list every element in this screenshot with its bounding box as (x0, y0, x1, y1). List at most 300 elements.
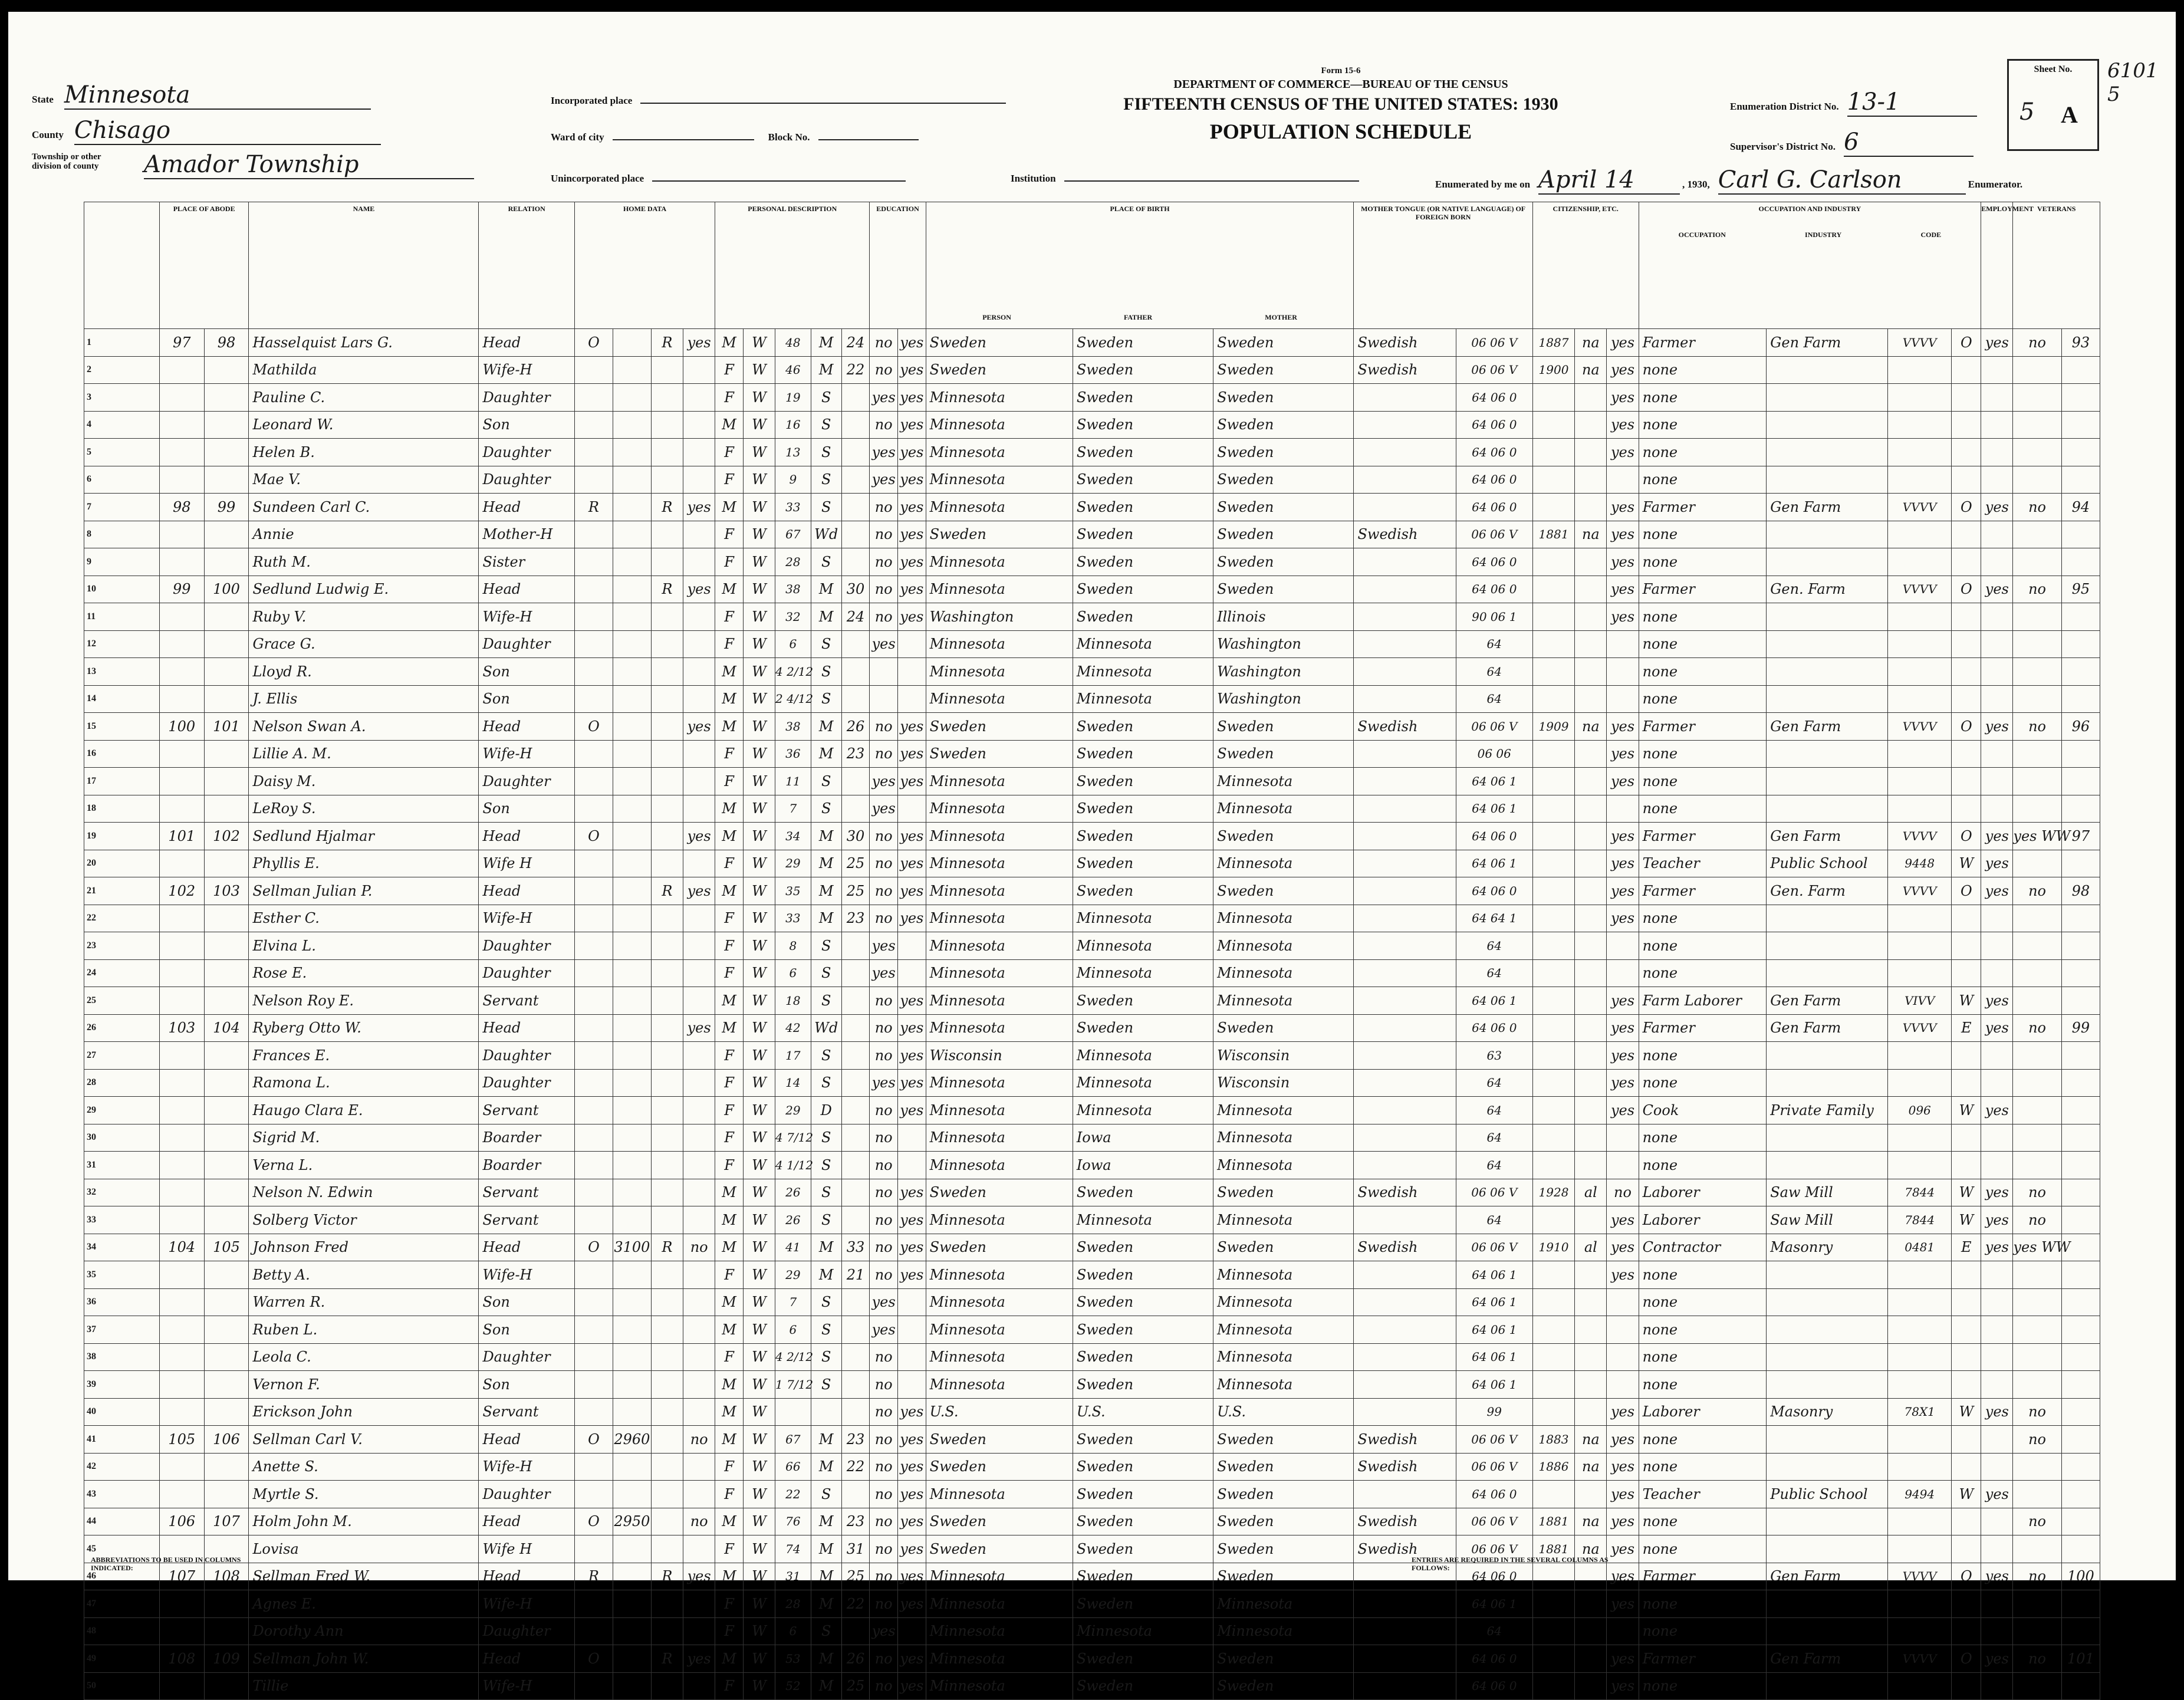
farm-schedule-number (2061, 685, 2100, 713)
mother-tongue (1354, 850, 1456, 877)
marital-status: S (811, 1343, 841, 1371)
dwelling-number (159, 850, 204, 877)
race: W (743, 1481, 775, 1508)
home-value (613, 932, 651, 960)
home-value (613, 1014, 651, 1042)
home-owned (574, 877, 613, 905)
at-work: yes (1981, 1398, 2013, 1426)
on-farm (683, 905, 715, 932)
birthplace-mother: Washington (1213, 685, 1354, 713)
birthplace-code: 64 06 1 (1456, 1343, 1532, 1371)
race: W (743, 1672, 775, 1700)
birthplace-person: Wisconsin (926, 1042, 1073, 1070)
birthplace-person: Sweden (926, 1453, 1073, 1481)
home-value (613, 411, 651, 439)
birthplace-person: Minnesota (926, 1014, 1073, 1042)
home-value (613, 1371, 651, 1399)
person-name: Erickson John (249, 1398, 479, 1426)
person-name: LeRoy S. (249, 795, 479, 823)
table-row (84, 1042, 2100, 1070)
on-farm (683, 1343, 715, 1371)
age: 31 (775, 1563, 811, 1590)
family-number (204, 1371, 249, 1399)
relation: Head (479, 823, 574, 850)
attended-school: no (870, 1179, 898, 1206)
occupation-code (1888, 1453, 1952, 1481)
person-name: Tillie (249, 1672, 479, 1700)
sex: M (715, 1234, 744, 1261)
dwelling-number: 108 (159, 1645, 204, 1673)
on-farm (683, 1535, 715, 1563)
race: W (743, 603, 775, 631)
line-number: 1 (84, 329, 160, 357)
birthplace-mother: Minnesota (1213, 1124, 1354, 1152)
person-name: Ruben L. (249, 1316, 479, 1344)
occupation-code (1888, 384, 1952, 412)
home-owned (574, 1261, 613, 1289)
institution-label: Institution (1011, 173, 1056, 184)
mother-tongue: Swedish (1354, 1453, 1456, 1481)
farm-schedule-number (2061, 548, 2100, 576)
occupation-code (1888, 685, 1952, 713)
table-row (84, 1481, 2100, 1508)
birthplace-code: 64 64 1 (1456, 905, 1532, 932)
at-work: yes (1981, 329, 2013, 357)
dwelling-number (159, 959, 204, 987)
naturalization (1575, 932, 1607, 960)
veteran (2013, 603, 2061, 631)
marital-status: M (811, 713, 841, 741)
age: 48 (775, 329, 811, 357)
home-owned (574, 795, 613, 823)
naturalization (1575, 1617, 1607, 1645)
home-owned: R (574, 494, 613, 521)
dwelling-number (159, 1097, 204, 1124)
dwelling-number: 102 (159, 877, 204, 905)
radio-set (651, 1398, 683, 1426)
marital-status: D (811, 1097, 841, 1124)
relation: Son (479, 1288, 574, 1316)
sex: F (715, 1590, 744, 1618)
speaks-english (1607, 795, 1639, 823)
attended-school: no (870, 877, 898, 905)
naturalization (1575, 1371, 1607, 1399)
veteran (2013, 1371, 2061, 1399)
line-number: 47 (84, 1590, 160, 1618)
sex: F (715, 1535, 744, 1563)
race: W (743, 658, 775, 686)
birthplace-person: Minnesota (926, 1288, 1073, 1316)
birthplace-father: U.S. (1073, 1398, 1213, 1426)
at-work: yes (1981, 850, 2013, 877)
age-at-marriage: 25 (841, 877, 870, 905)
occupation: none (1639, 466, 1767, 494)
farm-schedule-number: 100 (2061, 1563, 2100, 1590)
at-work (1981, 905, 2013, 932)
relation: Head (479, 1508, 574, 1535)
at-work (1981, 384, 2013, 412)
person-name: Helen B. (249, 439, 479, 466)
home-value (613, 576, 651, 603)
enum-district-value: 13-1 (1847, 88, 1977, 117)
at-work (1981, 548, 2013, 576)
birthplace-code: 64 06 0 (1456, 877, 1532, 905)
veteran (2013, 1097, 2061, 1124)
census-sheet (8, 12, 2176, 1695)
occupation: none (1639, 384, 1767, 412)
table-row (84, 1672, 2100, 1700)
class-of-worker: W (1952, 1179, 1981, 1206)
relation: Servant (479, 1097, 574, 1124)
person-name: Holm John M. (249, 1508, 479, 1535)
home-value (613, 1481, 651, 1508)
veteran (2013, 932, 2061, 960)
race: W (743, 548, 775, 576)
home-value (613, 521, 651, 548)
radio-set (651, 1014, 683, 1042)
age-at-marriage (841, 1343, 870, 1371)
class-of-worker (1952, 795, 1981, 823)
person-name: Sundeen Carl C. (249, 494, 479, 521)
home-owned (574, 1590, 613, 1618)
sex: F (715, 1343, 744, 1371)
table-row (84, 603, 2100, 631)
home-value (613, 795, 651, 823)
occupation: Farmer (1639, 576, 1767, 603)
mother-tongue (1354, 1398, 1456, 1426)
birthplace-mother: Minnesota (1213, 1371, 1354, 1399)
immigration-year (1532, 1152, 1574, 1179)
birthplace-code: 06 06 V (1456, 1453, 1532, 1481)
person-name: Sedlund Hjalmar (249, 823, 479, 850)
birthplace-person: Minnesota (926, 987, 1073, 1015)
immigration-year (1532, 959, 1574, 987)
can-read-write: yes (898, 1179, 926, 1206)
line-number: 44 (84, 1508, 160, 1535)
home-value (613, 713, 651, 741)
naturalization (1575, 1069, 1607, 1097)
sex: M (715, 1179, 744, 1206)
birthplace-person: Minnesota (926, 768, 1073, 795)
age: 26 (775, 1179, 811, 1206)
on-farm: yes (683, 713, 715, 741)
dwelling-number: 107 (159, 1563, 204, 1590)
header-personal-description: PERSONAL DESCRIPTION (715, 202, 870, 329)
family-number (204, 1152, 249, 1179)
naturalization (1575, 740, 1607, 768)
marital-status: M (811, 740, 841, 768)
home-value: 3100 (613, 1234, 651, 1261)
on-farm: yes (683, 576, 715, 603)
marital-status: S (811, 1124, 841, 1152)
occupation: none (1639, 932, 1767, 960)
birthplace-father: Sweden (1073, 1371, 1213, 1399)
person-name: Leola C. (249, 1343, 479, 1371)
veteran (2013, 1124, 2061, 1152)
home-owned (574, 932, 613, 960)
class-of-worker (1952, 1316, 1981, 1344)
birthplace-person: Minnesota (926, 466, 1073, 494)
on-farm (683, 658, 715, 686)
naturalization (1575, 1152, 1607, 1179)
home-value (613, 1069, 651, 1097)
birthplace-father: Sweden (1073, 1234, 1213, 1261)
birthplace-father: Minnesota (1073, 1042, 1213, 1070)
birthplace-code: 99 (1456, 1398, 1532, 1426)
birthplace-father: Sweden (1073, 823, 1213, 850)
sex: M (715, 685, 744, 713)
on-farm (683, 685, 715, 713)
sex: F (715, 1617, 744, 1645)
race: W (743, 1508, 775, 1535)
radio-set (651, 411, 683, 439)
can-read-write: yes (898, 356, 926, 384)
dwelling-number (159, 1343, 204, 1371)
on-farm (683, 1288, 715, 1316)
dwelling-number (159, 521, 204, 548)
age-at-marriage (841, 1042, 870, 1070)
birthplace-person: Sweden (926, 1179, 1073, 1206)
birthplace-person: Minnesota (926, 1152, 1073, 1179)
dwelling-number: 104 (159, 1234, 204, 1261)
birthplace-father: Sweden (1073, 1426, 1213, 1454)
person-name: Annie (249, 521, 479, 548)
occupation-code (1888, 466, 1952, 494)
radio-set (651, 1672, 683, 1700)
can-read-write: yes (898, 1672, 926, 1700)
header-citizenship: CITIZENSHIP, ETC. (1532, 202, 1639, 329)
at-work (1981, 1672, 2013, 1700)
home-value (613, 603, 651, 631)
home-value (613, 1672, 651, 1700)
industry (1767, 548, 1888, 576)
class-of-worker (1952, 603, 1981, 631)
radio-set (651, 1124, 683, 1152)
table-row (84, 905, 2100, 932)
family-number: 106 (204, 1426, 249, 1454)
mother-tongue (1354, 987, 1456, 1015)
line-number: 29 (84, 1097, 160, 1124)
on-farm (683, 1672, 715, 1700)
age-at-marriage (841, 1371, 870, 1399)
dwelling-number: 106 (159, 1508, 204, 1535)
birthplace-mother: Sweden (1213, 1535, 1354, 1563)
birthplace-person: Sweden (926, 1426, 1073, 1454)
on-farm (683, 1590, 715, 1618)
person-name: Nelson N. Edwin (249, 1179, 479, 1206)
naturalization (1575, 384, 1607, 412)
line-number: 15 (84, 713, 160, 741)
family-number (204, 411, 249, 439)
home-owned (574, 1069, 613, 1097)
speaks-english (1607, 630, 1639, 658)
occupation-code (1888, 1152, 1952, 1179)
can-read-write (898, 1288, 926, 1316)
race: W (743, 1453, 775, 1481)
marital-status: S (811, 439, 841, 466)
attended-school: yes (870, 1069, 898, 1097)
marital-status: M (811, 1426, 841, 1454)
radio-set (651, 1617, 683, 1645)
veteran (2013, 356, 2061, 384)
home-owned (574, 850, 613, 877)
birthplace-father: Sweden (1073, 987, 1213, 1015)
birthplace-code: 06 06 V (1456, 1179, 1532, 1206)
naturalization (1575, 1398, 1607, 1426)
attended-school: no (870, 905, 898, 932)
home-owned (574, 905, 613, 932)
birthplace-mother: Sweden (1213, 576, 1354, 603)
attended-school: no (870, 1398, 898, 1426)
birthplace-code: 64 06 0 (1456, 1672, 1532, 1700)
marital-status: S (811, 1206, 841, 1234)
industry: Saw Mill (1767, 1179, 1888, 1206)
marital-status: M (811, 823, 841, 850)
farm-schedule-number (2061, 905, 2100, 932)
birthplace-person: Minnesota (926, 548, 1073, 576)
at-work (1981, 959, 2013, 987)
occupation: Farmer (1639, 329, 1767, 357)
person-name: Dorothy Ann (249, 1617, 479, 1645)
occupation: none (1639, 1152, 1767, 1179)
naturalization (1575, 1014, 1607, 1042)
can-read-write (898, 1617, 926, 1645)
home-value (613, 1535, 651, 1563)
line-number: 41 (84, 1426, 160, 1454)
home-value (613, 439, 651, 466)
home-owned: R (574, 1563, 613, 1590)
occupation-code (1888, 1261, 1952, 1289)
occupation-code (1888, 1508, 1952, 1535)
veteran: yes WW (2013, 1234, 2061, 1261)
age-at-marriage (841, 411, 870, 439)
occupation: none (1639, 1508, 1767, 1535)
person-name: Mathilda (249, 356, 479, 384)
birthplace-person: Minnesota (926, 1206, 1073, 1234)
birthplace-father: Minnesota (1073, 1206, 1213, 1234)
can-read-write: yes (898, 329, 926, 357)
industry (1767, 1288, 1888, 1316)
age-at-marriage: 22 (841, 1453, 870, 1481)
can-read-write (898, 658, 926, 686)
immigration-year (1532, 932, 1574, 960)
age-at-marriage (841, 768, 870, 795)
mother-tongue: Swedish (1354, 1508, 1456, 1535)
race: W (743, 1097, 775, 1124)
header-place-of-birth-label: PLACE OF BIRTH (1110, 205, 1170, 213)
family-number (204, 685, 249, 713)
veteran: no (2013, 1645, 2061, 1673)
line-number: 20 (84, 850, 160, 877)
dwelling-number: 105 (159, 1426, 204, 1454)
person-name: Nelson Swan A. (249, 713, 479, 741)
immigration-year (1532, 384, 1574, 412)
age: 13 (775, 439, 811, 466)
birthplace-code: 64 (1456, 630, 1532, 658)
race: W (743, 329, 775, 357)
immigration-year (1532, 1481, 1574, 1508)
veteran (2013, 384, 2061, 412)
can-read-write: yes (898, 384, 926, 412)
at-work (1981, 795, 2013, 823)
person-name: Leonard W. (249, 411, 479, 439)
relation: Head (479, 1426, 574, 1454)
family-number (204, 466, 249, 494)
birthplace-person: Minnesota (926, 1316, 1073, 1344)
speaks-english: yes (1607, 1508, 1639, 1535)
occupation-code (1888, 658, 1952, 686)
marital-status: S (811, 987, 841, 1015)
attended-school: no (870, 329, 898, 357)
table-body (84, 329, 2100, 1700)
race: W (743, 439, 775, 466)
dwelling-number (159, 1617, 204, 1645)
age: 6 (775, 959, 811, 987)
sex: F (715, 850, 744, 877)
farm-schedule-number (2061, 1508, 2100, 1535)
dwelling-number (159, 630, 204, 658)
age-at-marriage (841, 494, 870, 521)
on-farm (683, 466, 715, 494)
occupation-code: 9494 (1888, 1481, 1952, 1508)
veteran (2013, 1316, 2061, 1344)
industry (1767, 1453, 1888, 1481)
home-owned (574, 1179, 613, 1206)
home-owned (574, 1316, 613, 1344)
farm-schedule-number (2061, 1097, 2100, 1124)
line-number: 30 (84, 1124, 160, 1152)
marital-status: S (811, 1069, 841, 1097)
birthplace-code: 06 06 V (1456, 1508, 1532, 1535)
age: 52 (775, 1672, 811, 1700)
mother-tongue (1354, 1042, 1456, 1070)
birthplace-mother: Minnesota (1213, 1617, 1354, 1645)
table-row (84, 877, 2100, 905)
home-owned (574, 1206, 613, 1234)
person-name: Mae V. (249, 466, 479, 494)
veteran (2013, 411, 2061, 439)
person-name: Vernon F. (249, 1371, 479, 1399)
birthplace-father: Sweden (1073, 494, 1213, 521)
race: W (743, 713, 775, 741)
relation: Wife-H (479, 356, 574, 384)
birthplace-person: Minnesota (926, 384, 1073, 412)
at-work: yes (1981, 823, 2013, 850)
farm-schedule-number: 93 (2061, 329, 2100, 357)
home-value (613, 1343, 651, 1371)
age-at-marriage: 33 (841, 1234, 870, 1261)
naturalization (1575, 987, 1607, 1015)
birthplace-code: 64 06 1 (1456, 850, 1532, 877)
line-number: 32 (84, 1179, 160, 1206)
line-number: 46 (84, 1563, 160, 1590)
age: 29 (775, 850, 811, 877)
mother-tongue: Swedish (1354, 1234, 1456, 1261)
birthplace-person: Minnesota (926, 795, 1073, 823)
person-name: Sellman Carl V. (249, 1426, 479, 1454)
line-number: 10 (84, 576, 160, 603)
attended-school: no (870, 1508, 898, 1535)
at-work: yes (1981, 1234, 2013, 1261)
naturalization (1575, 1316, 1607, 1344)
mother-tongue (1354, 494, 1456, 521)
class-of-worker: W (1952, 987, 1981, 1015)
occupation: none (1639, 1124, 1767, 1152)
naturalization (1575, 795, 1607, 823)
population-table (84, 202, 2100, 1700)
dwelling-number: 101 (159, 823, 204, 850)
occupation-code: 7844 (1888, 1179, 1952, 1206)
